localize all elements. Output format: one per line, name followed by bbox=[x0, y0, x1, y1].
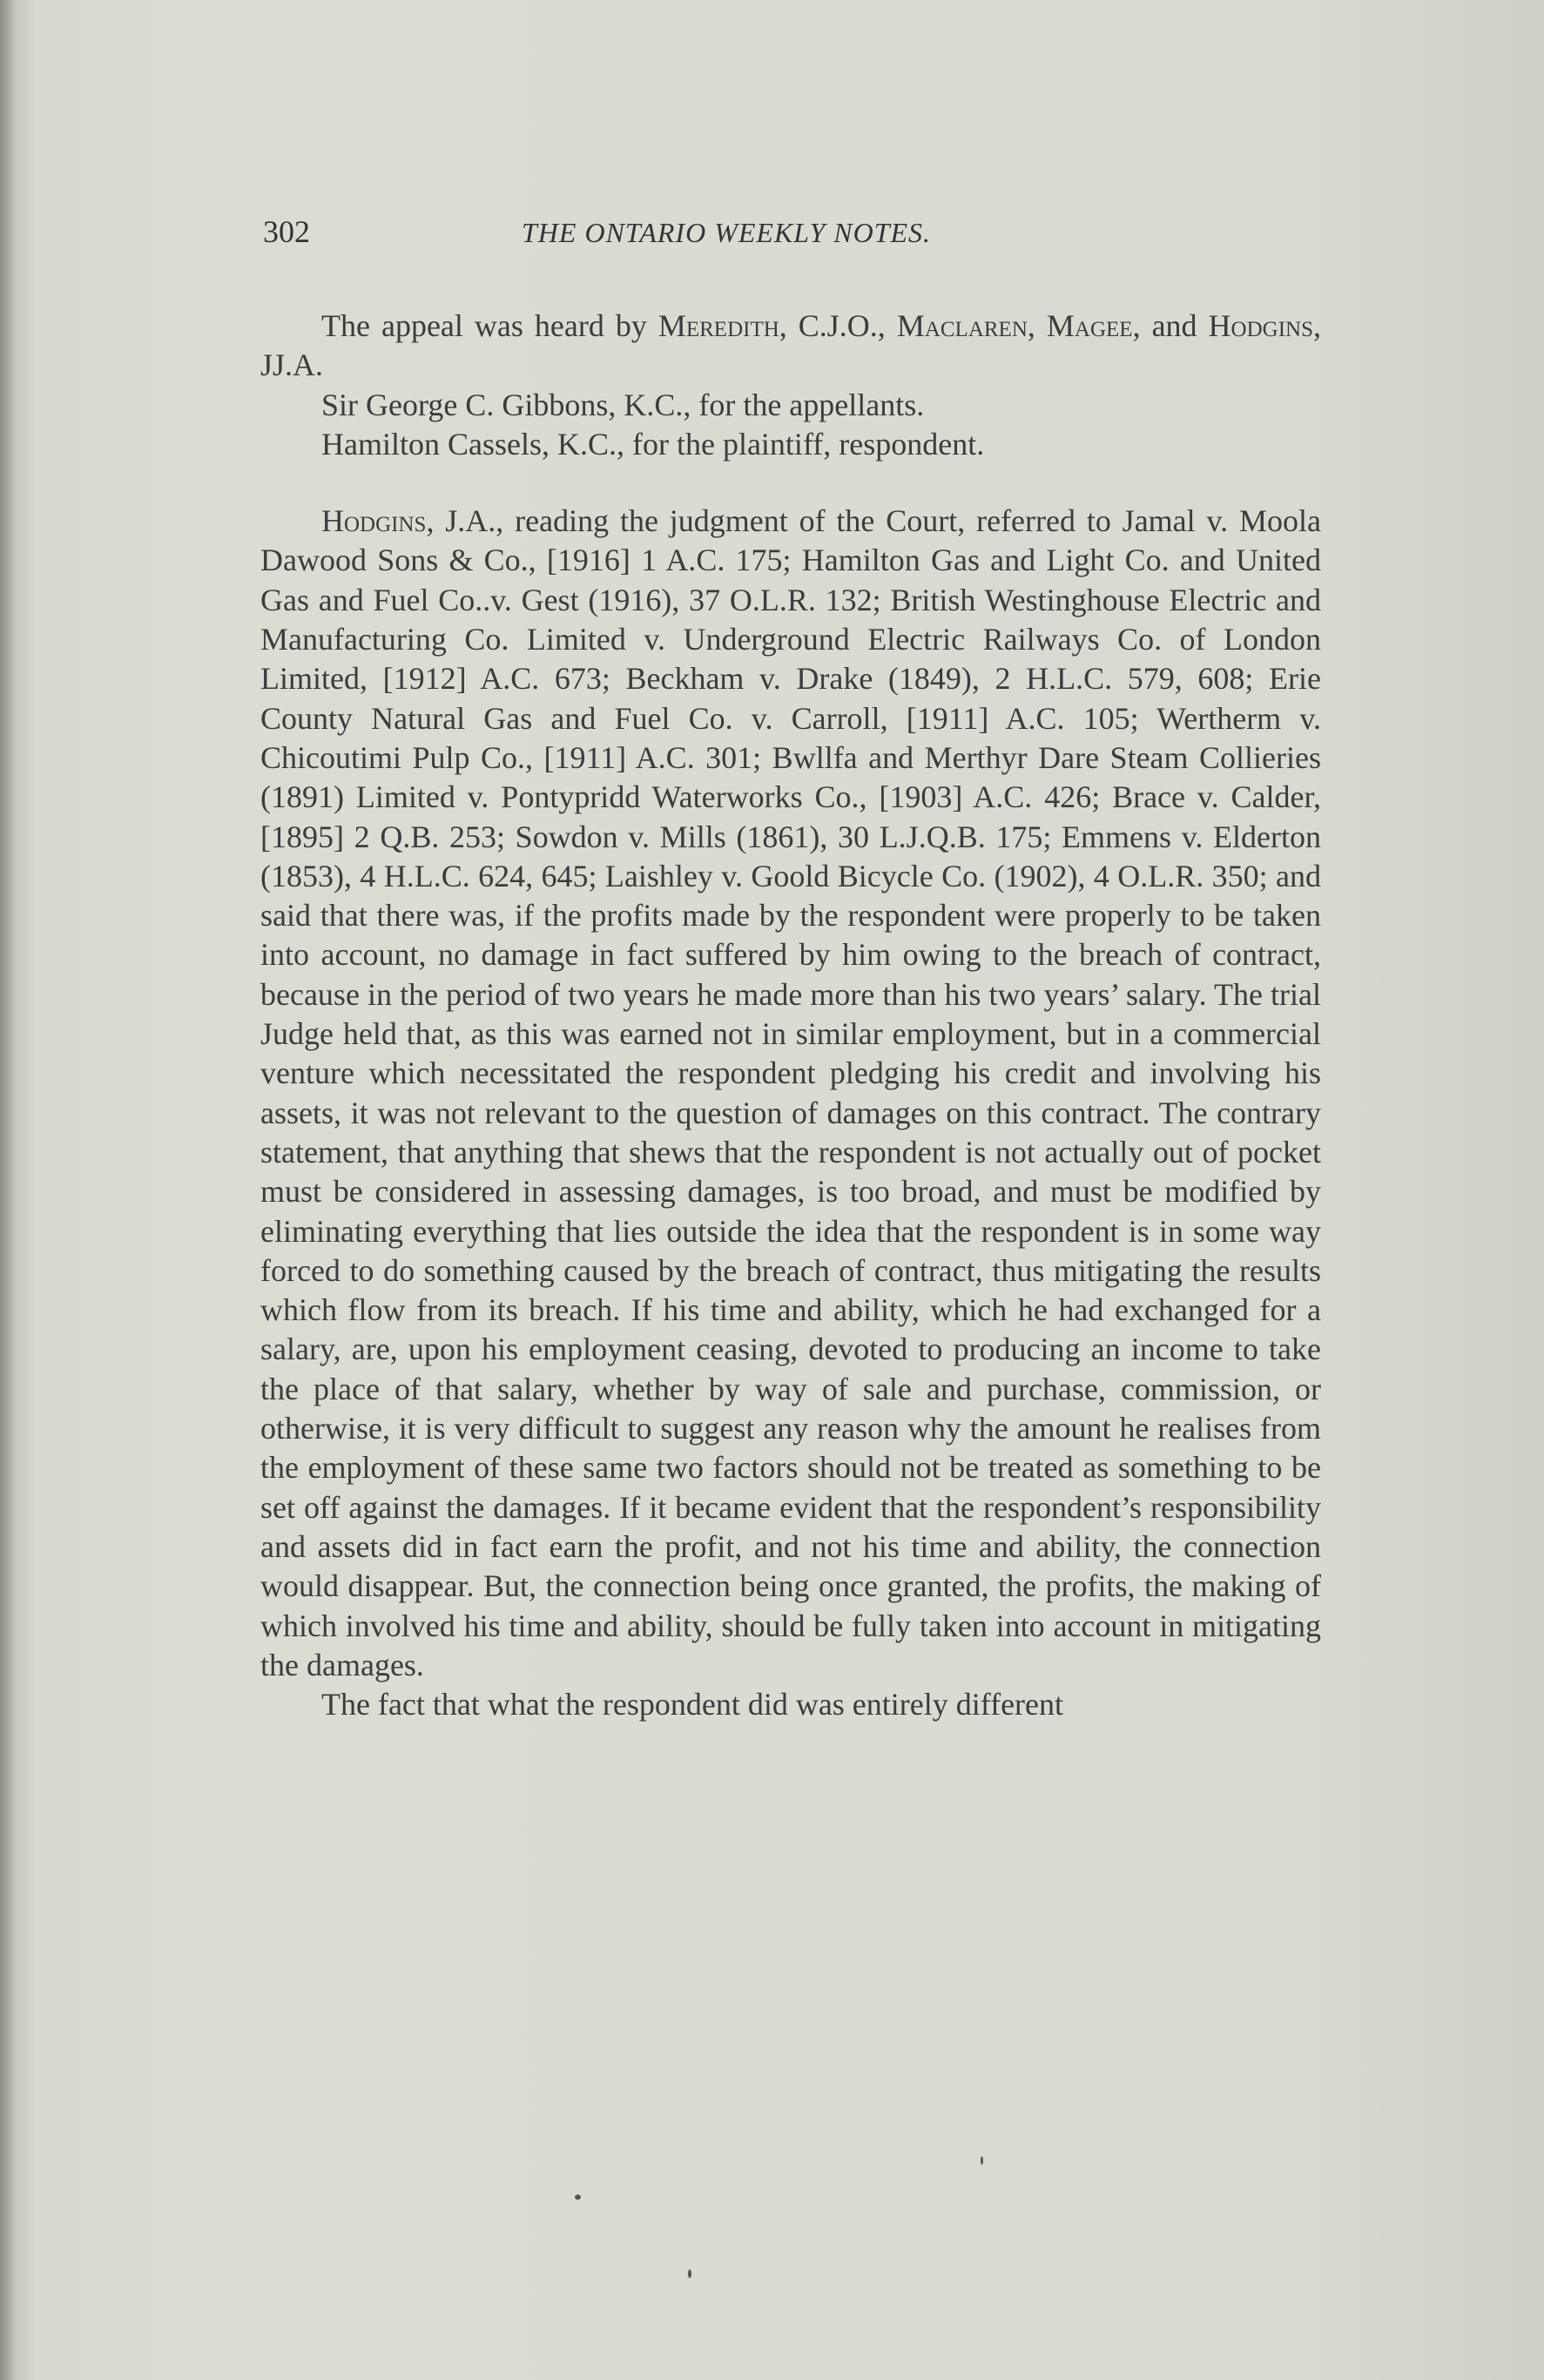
bench-text: , bbox=[1027, 308, 1047, 343]
final-line: The fact that what the respondent did was entirely different bbox=[321, 1687, 1064, 1723]
paragraph-gap bbox=[260, 464, 1321, 502]
judge-name: Meredith bbox=[657, 308, 779, 343]
counsel-respondent: Hamilton Cassels, K.C., for the plaintiff, respondent. bbox=[321, 426, 985, 462]
page-body bbox=[260, 307, 1321, 1724]
bench-text: , and bbox=[1132, 308, 1209, 343]
counsel-appellants: Sir George C. Gibbons, K.C., for the appellants. bbox=[321, 387, 925, 422]
page-number: 302 bbox=[263, 214, 310, 249]
ink-speck bbox=[981, 2156, 983, 2165]
bench-paragraph bbox=[260, 307, 1321, 386]
ink-speck bbox=[575, 2195, 581, 2200]
binding-shadow bbox=[0, 0, 16, 2380]
page-header bbox=[263, 213, 1343, 257]
judge-name: Hodgins bbox=[1208, 308, 1313, 343]
judgment-judge: Hodgins bbox=[321, 503, 427, 539]
bench-prefix: The appeal was heard by bbox=[321, 308, 658, 343]
bench-text: , C.J.O., bbox=[779, 308, 897, 343]
judgment-paragraph bbox=[260, 502, 1321, 1685]
bench-suffix: , JJ.A. bbox=[260, 308, 1321, 383]
judge-name: Maclaren bbox=[896, 308, 1028, 343]
judgment-body: , J.A., reading the judgment of the Court, referred to Jamal v. Moola Dawood Sons & Co., [1916] 1 A.C. 175; Hamilton Gas and Light Co. and United Gas and Fuel Co..v. Gest (1916), 37 O.L.R. 132; British Westinghouse Electric and Manufacturing Co. Limited v. Underground Electric Railways Co. of London Limited, [1912] A.C. 673; Beckham v. Drake (1849), 2 H.L.C. 579, 608; Erie County Natural Gas and Fuel Co. v. Carroll, [1911] A.C. 105; Wertherm v. Chicoutimi Pulp Co., [1911] A.C. 301; Bwllfa and Merthyr Dare Steam Collieries (1891) Limited v. Pontypridd Waterworks Co., [1903] A.C. 426; Brace v. Calder, [1895] 2 Q.B. 253; Sowdon v. Mills (1861), 30 L.J.Q.B. 175; Emmens v. Elderton (1853), 4 H.L.C. 624, 645; Laishley v. Goold Bicycle Co. (1902), 4 O.L.R. 350; and said that there was, if the profits made by the respondent were properly to be taken into account, no damage in fact suffered by him owing to the breach of contract, because in the period of two years he made more than his two years’ salary. The trial Judge held that, as this was earned not in similar employment, but in a commercial venture which necessitated the respondent pledging his credit and involving his assets, it was not relevant to the question of damages on this contract. The contrary statement, that anything that shews that the respondent is not actually out of pocket must be considered in assessing damages, is too broad, and must be modified by eliminating everything that lies outside the idea that the respondent is in some way forced to do something caused by the breach of contract, thus mitigating the results which flow from its breach. If his time and ability, which he had exchanged for a salary, are, upon his employment ceasing, devoted to producing an income to take the place of that salary, whether by way of sale and purchase, commission, or otherwise, it is very difficult to suggest any reason why the amount he realises from the employment of these same two factors should not be treated as something to be set off against the damages. If it became evident that the respondent’s responsibility and assets did in fact earn the profit, and not his time and ability, the connection would disappear. But, the connection being once granted, the profits, the making of which involved his time and ability, should be fully taken into account in mitigating the damages. bbox=[260, 503, 1321, 1682]
ink-speck bbox=[688, 2269, 691, 2278]
judge-name: Magee bbox=[1046, 308, 1133, 343]
running-title: THE ONTARIO WEEKLY NOTES. bbox=[522, 217, 932, 248]
